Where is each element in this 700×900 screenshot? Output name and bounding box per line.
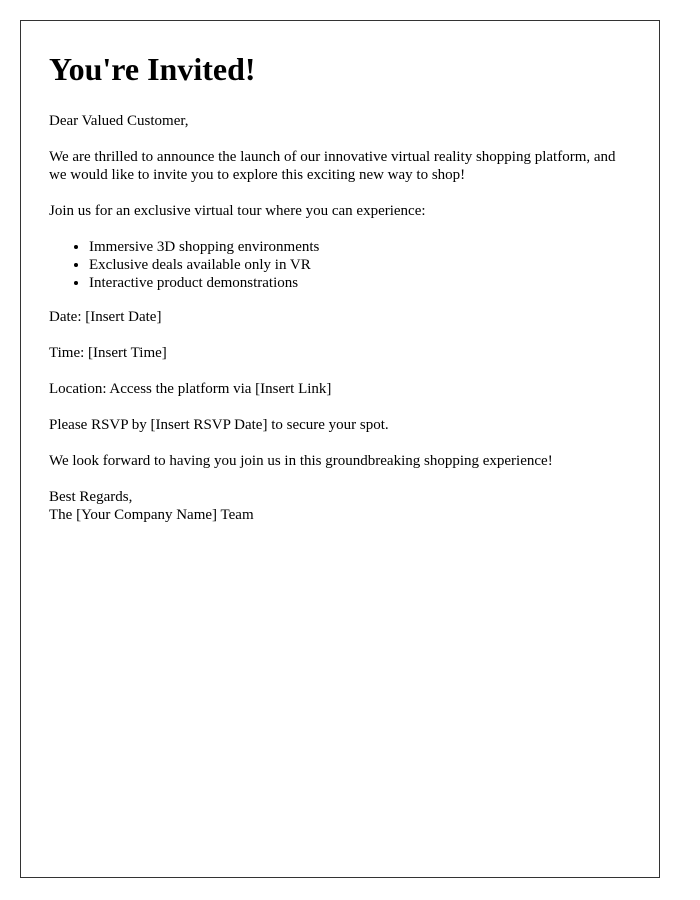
time-line: Time: [Insert Time] (49, 345, 167, 361)
greeting: Dear Valued Customer, (49, 113, 189, 129)
feature-list (49, 238, 631, 292)
intro-paragraph: We are thrilled to announce the launch of our innovative virtual reality shopping platform, and we would like to invite you to explore this exciting new way to shop! (49, 149, 616, 183)
location-line: Location: Access the platform via [Insert Link] (49, 381, 332, 397)
date-line: Date: [Insert Date] (49, 309, 162, 325)
tour-intro: Join us for an exclusive virtual tour where you can experience: (49, 203, 426, 219)
signature: The [Your Company Name] Team (49, 507, 254, 523)
letter-heading: You're Invited! (49, 51, 256, 87)
invitation-letter (20, 20, 660, 878)
closing-line: We look forward to having you join us in this groundbreaking shopping experience! (49, 453, 553, 469)
rsvp-line: Please RSVP by [Insert RSVP Date] to secure your spot. (49, 417, 389, 433)
feature-item: • Exclusive deals available only in VR (89, 256, 631, 274)
feature-item: • Immersive 3D shopping environments (89, 238, 631, 256)
signoff-block (49, 488, 631, 524)
signoff: Best Regards, (49, 489, 133, 505)
feature-item: • Interactive product demonstrations (89, 274, 631, 292)
